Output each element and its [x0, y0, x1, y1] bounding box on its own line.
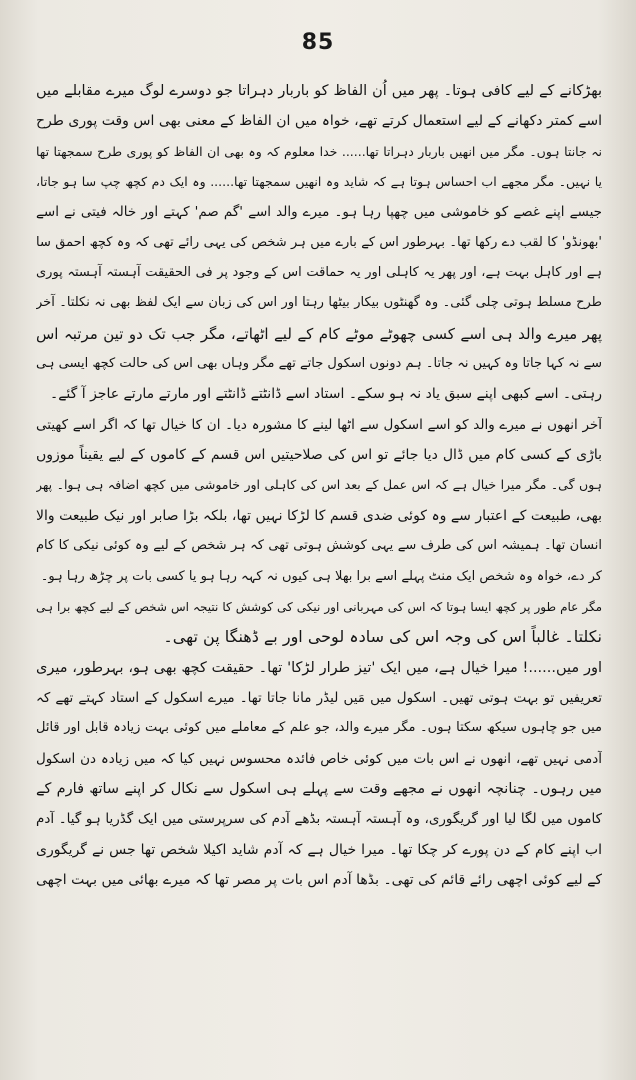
text-line: بھڑکانے کے لیے کافی ہوتا۔ پھر میں اُن الفاظ کو باربار دہراتا جو دوسرے لوگ میرے مقابلے میں: [36, 83, 602, 99]
text-line: اسے کمتر دکھانے کے لیے استعمال کرتے تھے، خواہ میں ان الفاظ کے معنی بھی اس وقت پوری طرح: [36, 113, 602, 130]
text-line: پھر میرے والد ہی اسے کسی چھوٹے موٹے کام کے لیے اٹھاتے، مگر جب تک دو تین مرتبہ اس: [36, 324, 602, 343]
text-line: اب اپنے کام کے دن پورے کر چکا تھا۔ میرا خیال ہے کہ آدم شاید اکیلا شخص تھا جس نے گریگوری: [36, 841, 602, 858]
text-line: آدمی نہیں تھے، انھوں نے اس بات میں کوئی خاص فائدہ محسوس نہیں کیا کہ میں زیادہ دن اسکول: [36, 750, 602, 767]
text-line: سے نہ کہا جاتا وہ کہیں نہ جاتا۔ ہم دونوں اسکول جاتے تھے مگر وہاں بھی اس کی حالت کچھ ایسی ہی: [36, 356, 602, 372]
text-line: بھی، طبیعت کے اعتبار سے وہ کوئی ضدی قسم کا لڑکا نہیں تھا، بلکہ بڑا صابر اور نیک طبیعت والا: [36, 507, 602, 524]
text-line: انسان تھا۔ ہمیشہ اس کی طرف سے یہی کوشش ہوتی تھی کہ ہر شخص کے لیے وہ کوئی نیکی کا کام: [36, 538, 602, 554]
text-line: نہ جانتا ہوں۔ مگر میں انھیں باربار دہراتا تھا...... خدا معلوم کہ وہ بھی ان الفاظ کو پوری طرح سمجھتا تھا: [36, 143, 602, 159]
text-line: نکلتا۔ غالباً اس کی وجہ اس کی سادہ لوحی اور بے ڈھنگا پن تھی۔: [163, 627, 602, 647]
page-number: 85: [301, 30, 335, 55]
text-line: طرح مسلط ہوتی چلی گئی۔ وہ گھنٹوں بیکار بیٹھا رہتا اور اس کی زبان سے ایک لفظ بھی نہ نکلتا۔ آخر: [36, 295, 602, 311]
text-line: کے لیے کوئی اچھی رائے قائم کی تھی۔ بڈھا آدم اس بات پر مصر تھا کہ میرے بھائی میں بہت اچھی: [36, 871, 602, 888]
text-line: ہوں گی۔ مگر میرا خیال ہے کہ اس عمل کے بعد اس کی کاہلی اور خاموشی میں کچھ اضافہ ہی ہوا۔ پھر: [36, 477, 602, 493]
body-text: [36, 76, 602, 895]
text-line: رہتی۔ اسے کبھی اپنے سبق یاد نہ ہو سکے۔ استاد اسے ڈانٹتے ڈانٹتے اور مارتے مارتے عاجز آ گئے۔: [49, 386, 602, 403]
text-line: مگر عام طور پر کچھ ایسا ہوتا کہ اس کی مہربانی اور نیکی کی کوشش کا نتیجہ اس شخص کے لیے کچھ برا ہی: [36, 599, 602, 614]
text-line: باڑی کے کسی کام میں ڈال دیا جائے تو اس کی صلاحیتیں اس قسم کے کاموں کے لیے یقیناً موزوں: [36, 447, 602, 464]
text-line: میں جو چاہوں سیکھ سکتا ہوں۔ مگر میرے والد، جو علم کے معاملے میں کوئی بہت زیادہ قابل اور قائل: [36, 720, 602, 736]
text-line: ہے اور کاہل بہت ہے، اور پھر یہ کاہلی اور یہ حماقت اس کے وجود پر فی الحقیقت آہستہ آہستہ پوری: [36, 265, 602, 281]
text-line: کاموں میں لگا لیا اور گریگوری، وہ آہستہ آہستہ بڈھے آدم کی سرپرستی میں ایک گڈریا ہو گیا۔ آدم: [36, 811, 602, 828]
text-line: 'بھونڈو' کا لقب دے رکھا تھا۔ بہرطور اس کے بارے میں ہر شخص کی یہی رائے تھی کہ وہ کچھ احمق سا: [36, 234, 602, 250]
text-line: یا نہیں۔ مگر مجھے اب احساس ہوتا ہے کہ شاید وہ انھیں سمجھتا تھا...... وہ ایک دم کچھ چپ سا ہو جاتا،: [36, 174, 602, 190]
text-line: اور میں......! میرا خیال ہے، میں ایک 'تیز طرار لڑکا' تھا۔ حقیقت کچھ بھی ہو، بہرطور، میری: [36, 659, 602, 676]
text-line: میں رہوں۔ چنانچہ انھوں نے مجھے وقت سے پہلے ہی اسکول سے نکال کر اپنے ساتھ فارم کے: [36, 780, 602, 797]
text-line: جیسے اپنے غصے کو خاموشی میں چھپا رہا ہو۔ میرے والد اسے 'گم صم' کہتے اور خالہ فیتی نے اسے: [36, 204, 602, 221]
text-line: تعریفیں تو بہت ہوتی تھیں۔ اسکول میں مَیں لیڈر مانا جاتا تھا۔ میرے اسکول کے استاد کہتے تھے کہ: [36, 689, 602, 706]
text-line: کر دے، خواہ وہ شخص ایک منٹ پہلے اسے برا بھلا ہی کیوں نہ کہہ رہا ہو یا کسی بات پر چڑھ رہا ہو۔: [40, 568, 602, 584]
text-line: آخر انھوں نے میرے والد کو اسے اسکول سے اٹھا لینے کا مشورہ دیا۔ ان کا خیال تھا کہ اگر اسے کھیتی: [36, 416, 602, 433]
